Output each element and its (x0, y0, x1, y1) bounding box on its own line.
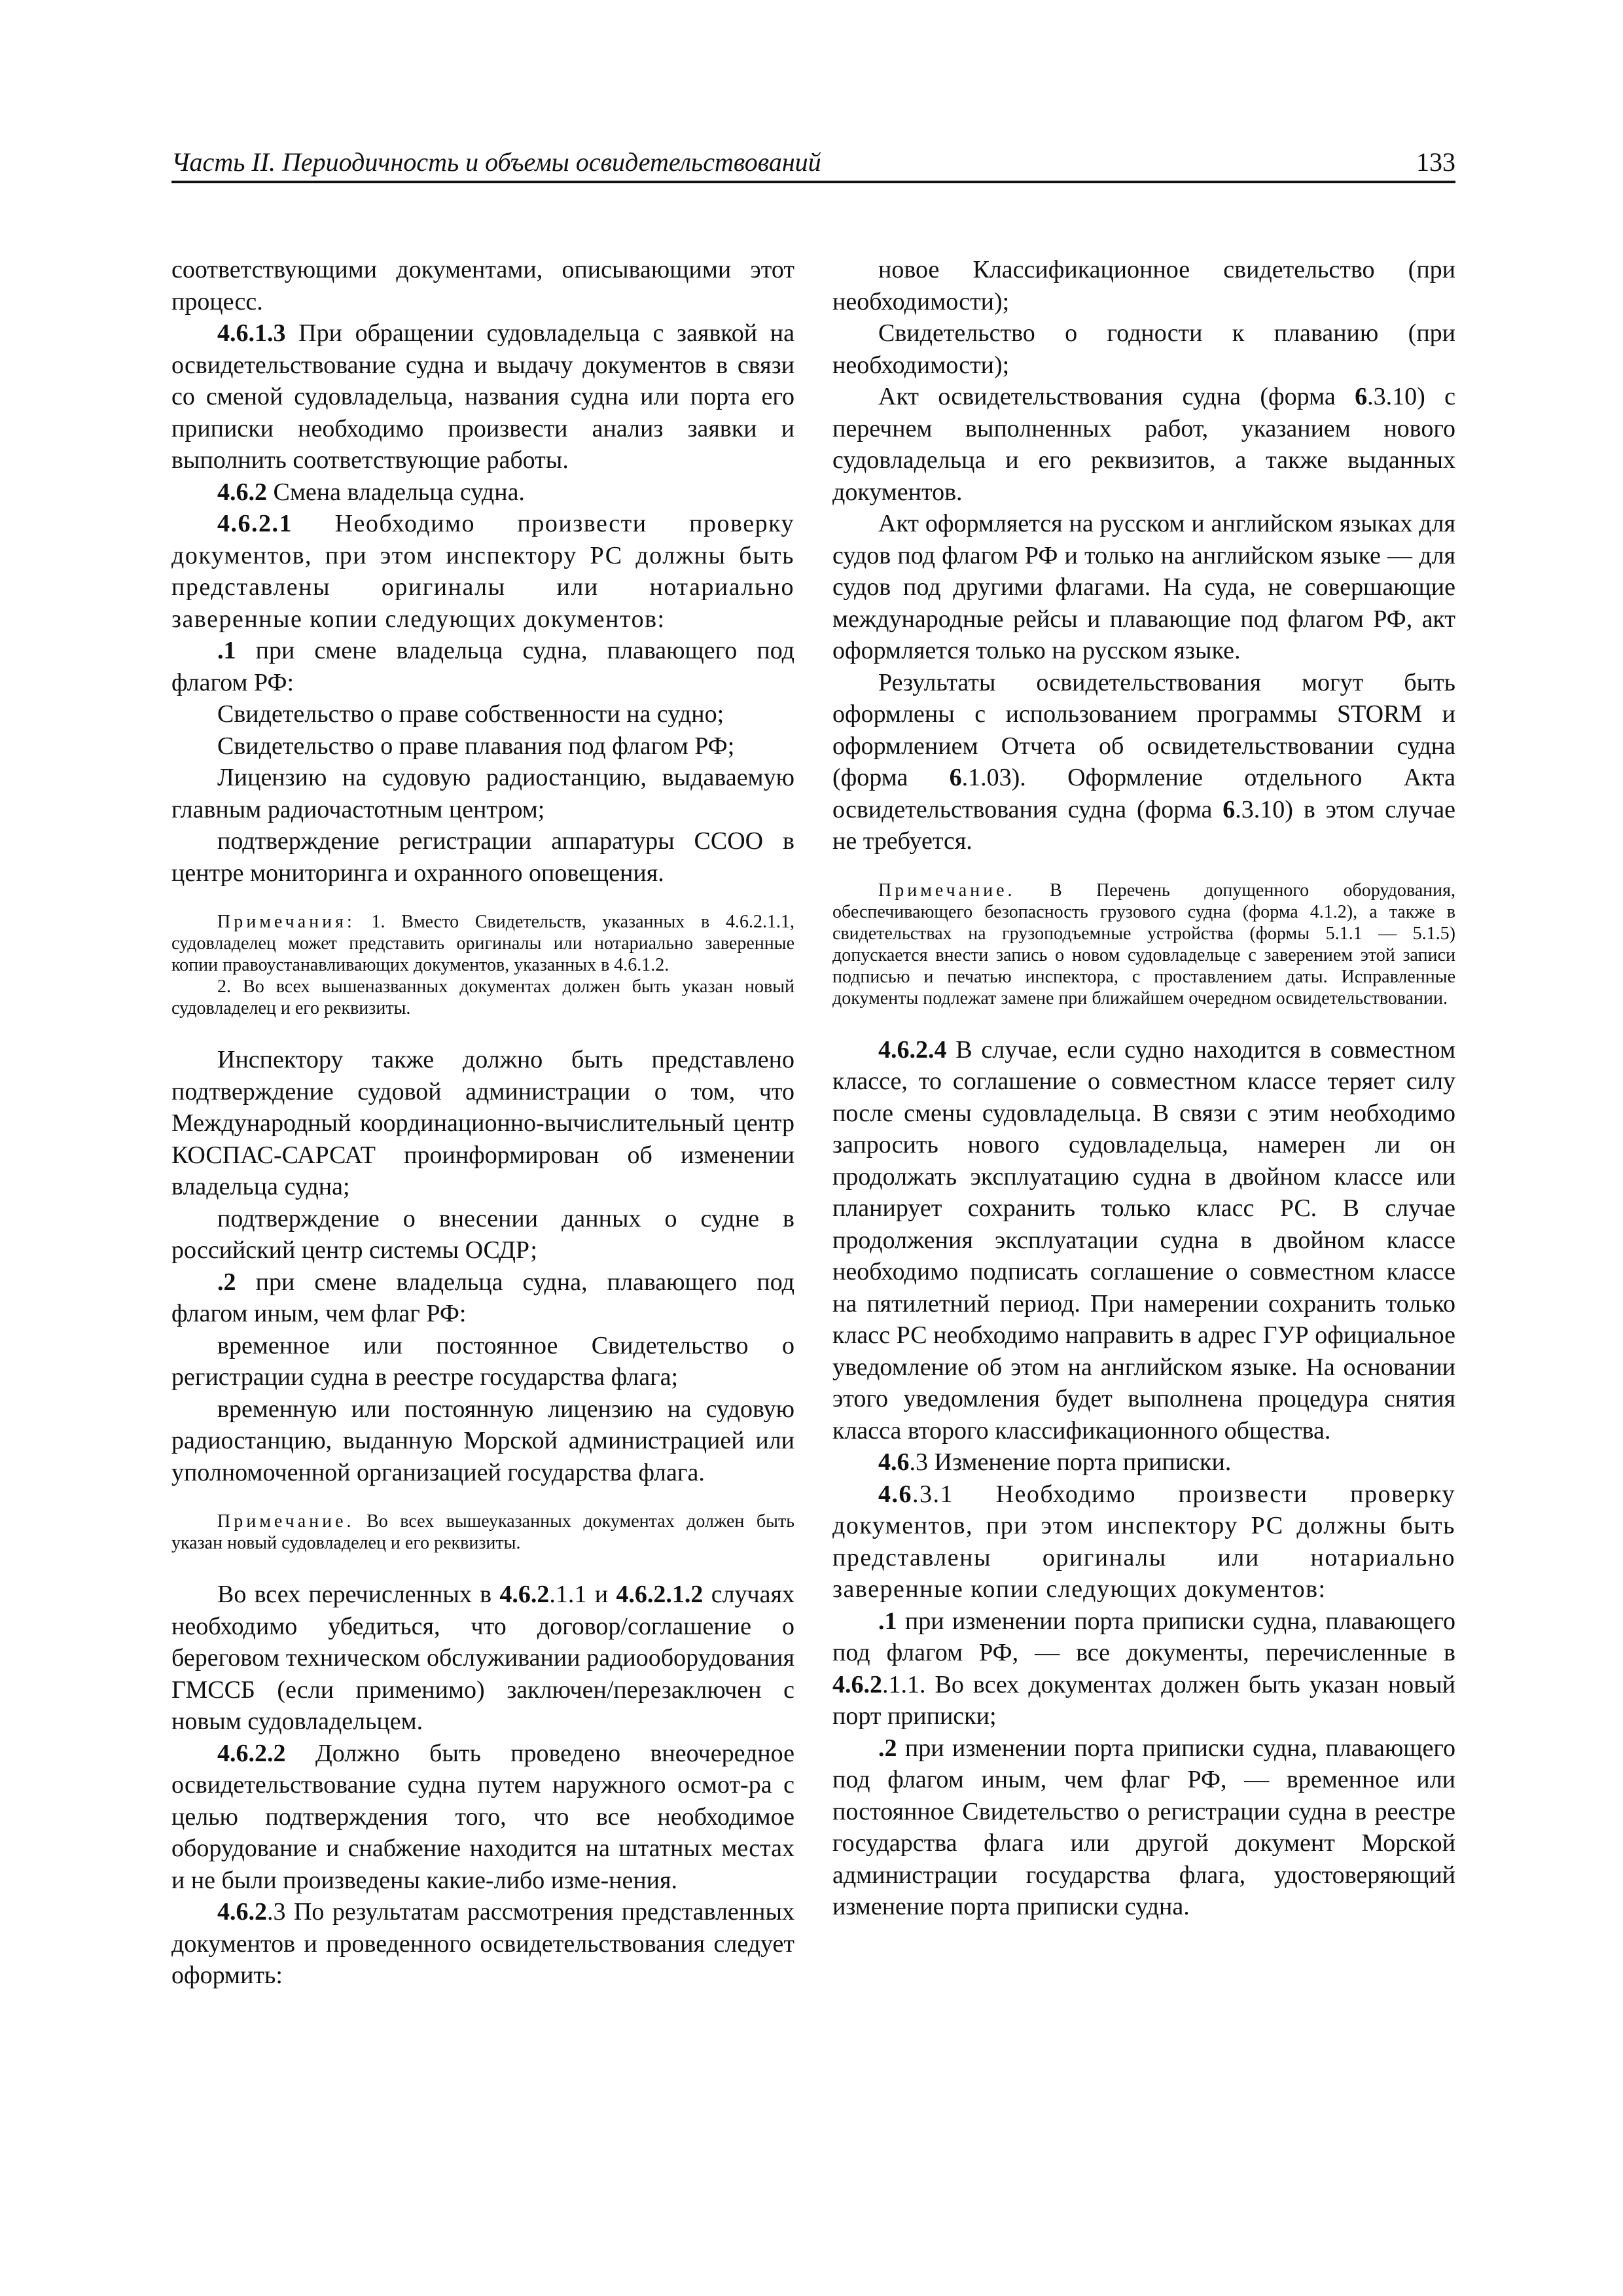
paragraph: временное или постоянное Свидетельство о регистрации судна в реестре государства флага; (171, 1331, 794, 1391)
cross-reference: 4.6.2 (616, 1581, 666, 1608)
paragraph-text: .3 Изменение порта приписки. (909, 1448, 1232, 1476)
section-number: 4.6 (878, 1448, 910, 1476)
paragraph (171, 1579, 794, 1738)
note-text: В Перечень допущенного оборудования, обеспечивающего безопасность грузового судна (форма 4.1.2), а также в свидетельствах на грузоподъемные устройства (формы 5.1.1 — 5.1.5) допускается внести запись о новом судовладельце с заверением этой записи подписью и печатью инспектора, с проставлением даты. Исправленные документы подлежат замене при ближайшем очередном освидетельствовании. (832, 880, 1455, 1009)
paragraph (171, 1738, 794, 1897)
list-marker: .2 (878, 1734, 897, 1762)
paragraph: временную или постоянную лицензию на судовую радиостанцию, выданную Морской администрацией или уполномоченной организацией государства флага. (171, 1395, 794, 1486)
paragraph (832, 381, 1455, 508)
note-label: Примечание. (217, 1511, 355, 1532)
paragraph-text: .1.1. Во всех документах должен быть указан новый порт приписки; (832, 1670, 1455, 1730)
paragraph-text: .1.03). Оформление отдельного Акта освидетельствования судна (форма (832, 764, 1455, 823)
paragraph: подтверждение о внесении данных о судне в российский центр системы ОСДР; (171, 1204, 794, 1264)
paragraph-text: .1.1 и (549, 1581, 616, 1608)
list-marker: .2 (217, 1268, 236, 1296)
paragraph-text: Результаты освидетельствования могут быть оформлены с использованием программы STORM и оформлением Отчета об освидетельствовании судна (форма (832, 668, 1455, 791)
paragraph-text: Акт освидетельствования судна (форма (878, 383, 1355, 410)
section-number: 4.6.2.4 (878, 1035, 947, 1064)
paragraph-text: случаях необходимо убедиться, что договор/соглашение о береговом техническом обслуживании радиооборудования ГМССБ (если применимо) заключен/перезаключен с новым судовладельцем. (171, 1581, 794, 1735)
paragraph (832, 1479, 1455, 1605)
cross-reference: 6 (1222, 795, 1236, 823)
paragraph-text: при изменении порта приписки судна, плавающего под флагом иным, чем флаг РФ, — временное или постоянное Свидетельство о регистрации судна в реестре государства флага или другой документ Морской администрации государства флага, удостоверяющий изменение порта приписки судна. (832, 1734, 1455, 1920)
note-label: Примечания: (217, 912, 355, 932)
paragraph-text: При обращении судовладельца с заявкой на освидетельствование судна и выдачу документов в связи со сменой судовладельца, названия судна или порта его приписки необходимо произвести анализ заявки и выполнить соответствующие работы. (171, 319, 794, 474)
paragraph-text: при смене владельца судна, плавающего под флагом РФ: (171, 637, 794, 696)
paragraph: Свидетельство о праве плавания под флагом РФ; (217, 732, 735, 760)
paragraph: соответствующими документами, описывающими этот процесс. (171, 256, 794, 315)
paragraph (171, 1266, 794, 1330)
section-heading (832, 1446, 1455, 1479)
cross-reference: 6 (949, 764, 962, 791)
section-number: 4.6.2 (217, 1898, 267, 1926)
paragraph-text: .3 По результатам рассмотрения представленных документов и проведенного освидетельствования следует оформить: (171, 1898, 794, 1989)
cross-reference: 4.6.2 (499, 1581, 550, 1608)
paragraph (832, 667, 1455, 857)
note-block (171, 911, 794, 1019)
left-column (171, 254, 794, 1992)
section-number: 4.6 (878, 1480, 912, 1508)
paragraph-text: .3.1 Необходимо произвести проверку документов, при этом инспектору РС должны быть представлены оригиналы или нотариально заверенные копии следующих документов: (832, 1480, 1455, 1603)
paragraph-text: Во всех перечисленных в (217, 1581, 500, 1608)
section-number: 4.6.2.1 (217, 510, 293, 537)
running-header (171, 143, 1455, 183)
section-number: 4.6.2 (217, 478, 267, 506)
cross-reference: 4.6.2 (832, 1670, 882, 1698)
note-block (832, 880, 1455, 1009)
cross-reference: 6 (1355, 383, 1368, 410)
note: 2. Во всех вышеназванных документах должен быть указан новый судовладелец и его реквизиты. (171, 977, 794, 1018)
paragraph-text: при смене владельца судна, плавающего под флагом иным, чем флаг РФ: (171, 1268, 794, 1327)
paragraph-text: .3.10) с перечнем выполненных работ, указанием нового судовладельца и его реквизитов, а также выданных документов. (832, 383, 1455, 506)
list-marker: .1 (878, 1607, 897, 1635)
paragraph (832, 1732, 1455, 1923)
paragraph (832, 1605, 1455, 1732)
note-text: Во всех вышеуказанных документах должен быть указан новый судовладелец и его реквизиты. (171, 1511, 794, 1553)
paragraph: Свидетельство о годности к плаванию (при необходимости); (832, 319, 1455, 379)
note (171, 911, 794, 976)
paragraph-text: .3.10) в этом случае не требуется. (832, 795, 1455, 855)
cross-reference: .1.2 (666, 1581, 704, 1608)
paragraph-text: Должно быть проведено внеочередное освидетельствование судна путем наружного осмот-ра с целью подтверждения того, что все необходимое оборудование и снабжение находится на штатных местах и не были произведены какие-либо изме-нения. (171, 1739, 794, 1894)
note-text: 1. Вместо Свидетельств, указанных в 4.6.2.1.1, судовладелец может представить оригиналы или нотариально заверенные копии правоустанавливающих документов, указанных в 4.6.1.2. (171, 912, 794, 975)
section-number: 4.6.2.2 (217, 1739, 286, 1767)
paragraph (171, 508, 794, 635)
paragraph: Свидетельство о праве собственности на судно; (217, 700, 724, 728)
section-heading (171, 476, 794, 509)
right-column (832, 254, 1455, 1923)
note (832, 880, 1455, 1009)
note-label: Примечание. (878, 880, 1016, 901)
paragraph-text: при изменении порта приписки судна, плавающего под флагом РФ, — все документы, перечисленные в (832, 1607, 1455, 1666)
note-block (171, 1511, 794, 1554)
paragraph (171, 635, 794, 698)
note (171, 1511, 794, 1554)
paragraph: подтверждение регистрации аппаратуры ССОО в центре мониторинга и охранного оповещения. (171, 827, 794, 887)
page-number: 133 (1416, 147, 1455, 177)
paragraph-text: Смена владельца судна. (267, 478, 525, 506)
paragraph: новое Классификационное свидетельство (при необходимости); (832, 256, 1455, 315)
paragraph-text: Необходимо произвести проверку документов, при этом инспектору РС должны быть представлены оригиналы или нотариально заверенные копии следующих документов: (171, 510, 794, 633)
paragraph: Инспектору также должно быть представлено подтверждение судовой администрации о том, что Международный координационно-вычислительный центр КОСПАС-САРСАТ проинформирован об изменении владельца судна; (171, 1046, 794, 1200)
paragraph (171, 317, 794, 476)
paragraph-text: В случае, если судно находится в совместном классе, то соглашение о совместном классе теряет силу после смены судовладельца. В связи с этим необходимо запросить нового судовладельца, намерен ли он продолжать эксплуатацию судна в двойном классе или планирует сохранить только класс РС. В случае продолжения эксплуатации судна в двойном классе необходимо подписать соглашение о совместном классе на пятилетний период. При намерении сохранить только класс РС необходимо направить в адрес ГУР официальное уведомление об этом на английском языке. На основании этого уведомления будет выполнена процедура снятия класса второго классификационного общества. (832, 1035, 1455, 1444)
paragraph (171, 1896, 794, 1992)
list-marker: .1 (217, 637, 236, 664)
paragraph: Лицензию на судовую радиостанцию, выдаваемую главным радиочастотным центром; (171, 764, 794, 823)
header-title: Часть II. Периодичность и объемы освидетельствований (171, 147, 821, 177)
section-number: 4.6.1.3 (217, 319, 286, 347)
paragraph: Акт оформляется на русском и английском языках для судов под флагом РФ и только на английском языке — для судов под другими флагами. На суда, не совершающие международные рейсы и плавающие под флагом РФ, акт оформляется только на русском языке. (832, 510, 1455, 664)
paragraph (832, 1034, 1455, 1447)
